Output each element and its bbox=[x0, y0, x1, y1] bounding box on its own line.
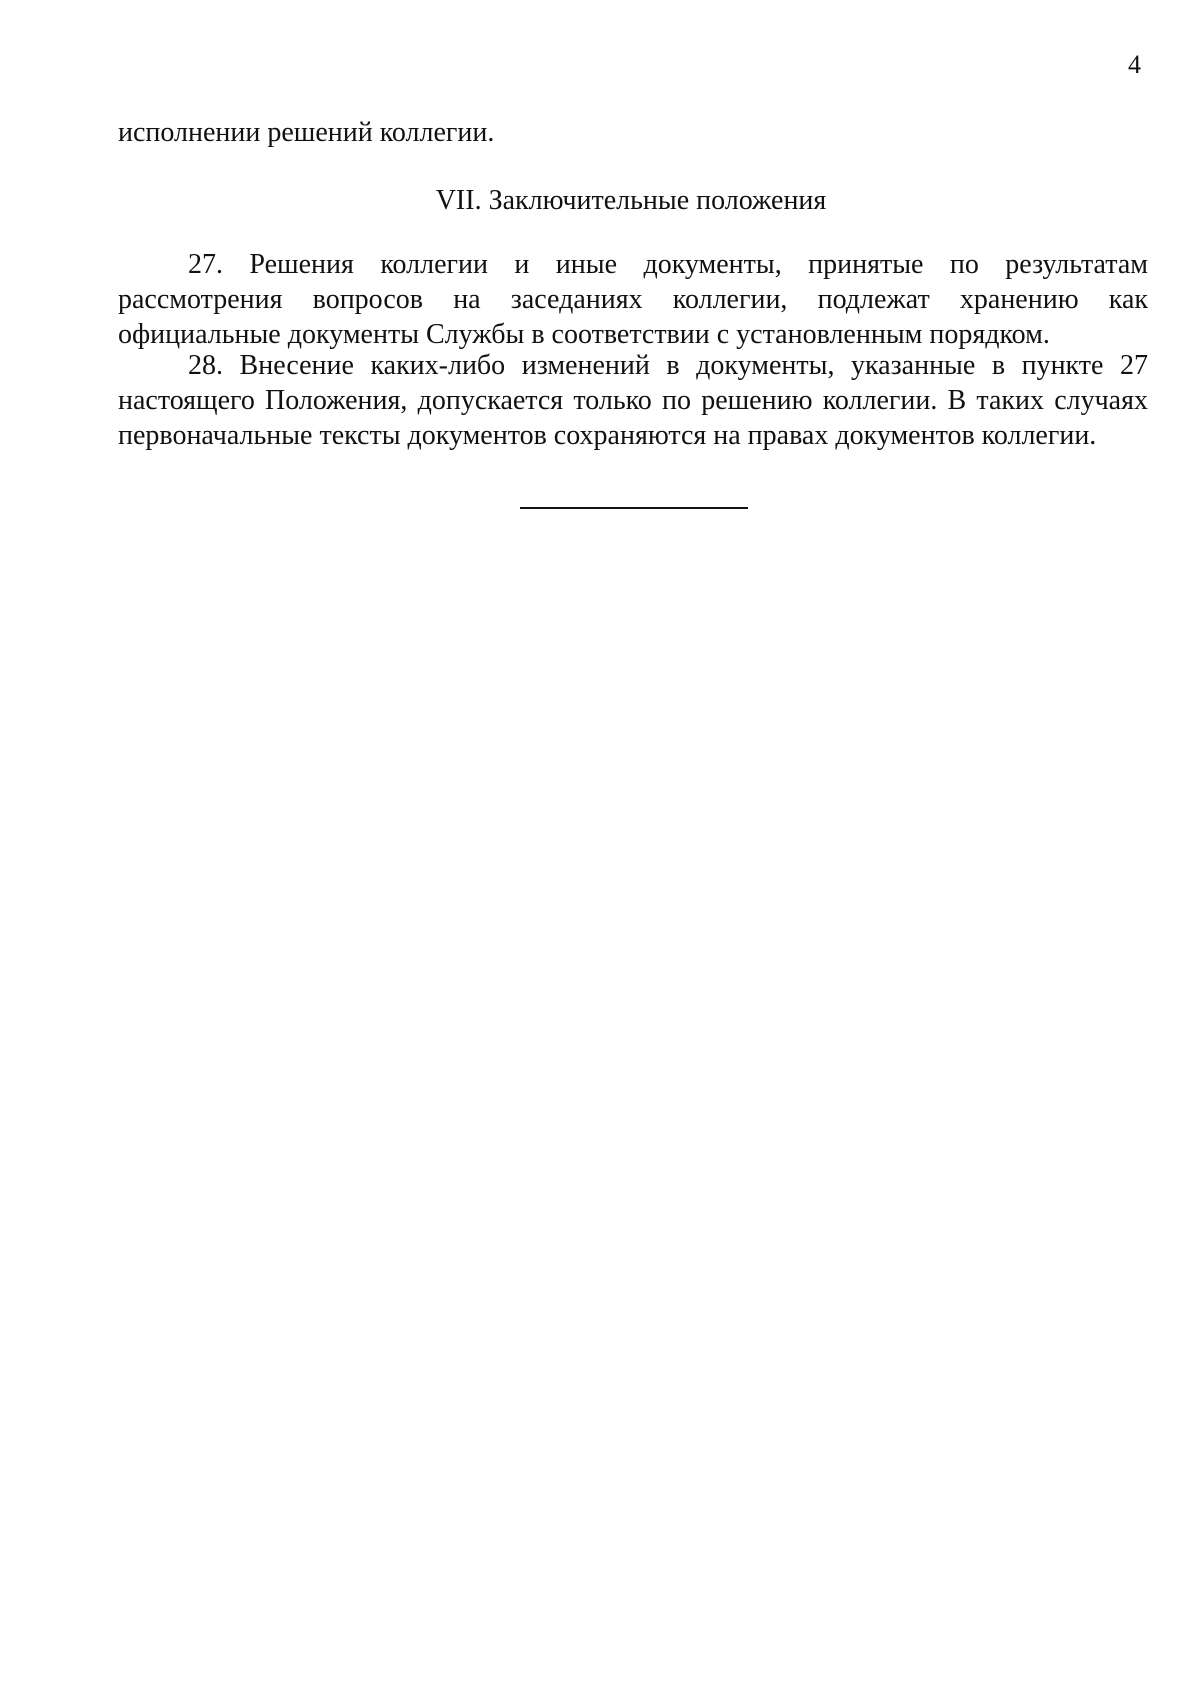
page-number: 4 bbox=[1128, 50, 1141, 79]
section-heading: VII. Заключительные положения bbox=[435, 185, 827, 216]
paragraph-28: 28. Внесение каких-либо изменений в документы, указанные в пункте 27 настоящего Положения, допускается только по решению коллегии. В таких случаях первоначальные тексты документов сохраняются на правах документов коллегии. bbox=[118, 350, 1148, 451]
paragraph-27: 27. Решения коллегии и иные документы, принятые по результатам рассмотрения вопросов на заседаниях коллегии, подлежат хранению как официальные документы Службы в соответствии с установленным порядком. bbox=[118, 249, 1148, 350]
end-of-document-rule bbox=[520, 507, 748, 509]
continuation-text: исполнении решений коллегии. bbox=[118, 117, 495, 148]
